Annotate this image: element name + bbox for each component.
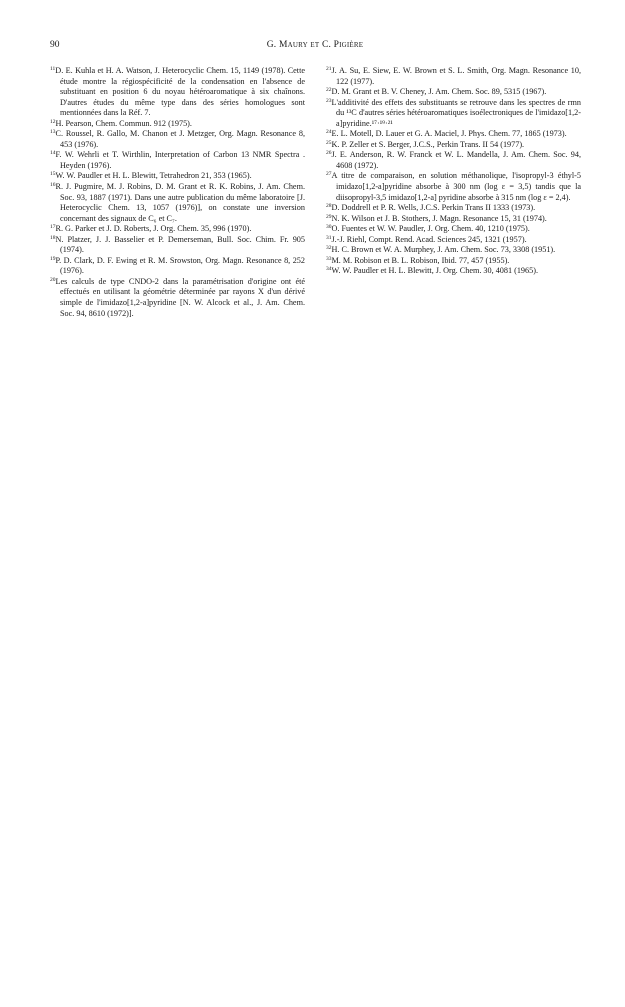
reference-text: J. E. Anderson, R. W. Franck et W. L. Mandella, J. Am. Chem. Soc. 94, 4608 (1972). [331, 150, 581, 170]
reference-text: H. C. Brown et W. A. Murphey, J. Am. Chem. Soc. 73, 3308 (1951). [331, 245, 556, 255]
reference-text: O. Fuentes et W. W. Paudler, J. Org. Chem. 40, 1210 (1975). [331, 224, 530, 234]
reference-item [50, 182, 305, 224]
reference-number: 20 [50, 276, 56, 283]
reference-number: 24 [326, 129, 332, 136]
reference-number: 14 [50, 150, 56, 157]
reference-text: L'additivité des effets des substituants se retrouve dans les spectres de rmn du ¹³C d'autres séries hétéroaromatiques isoélectroniques de l'imidazo[1,2-a]pyridine.¹⁷·¹⁹·²¹ [331, 97, 581, 128]
references-left-column [50, 66, 305, 319]
reference-text: R. G. Parker et J. D. Roberts, J. Org. Chem. 35, 996 (1970). [55, 224, 252, 234]
reference-item [326, 150, 581, 171]
reference-item [50, 224, 305, 235]
reference-text: C. Roussel, R. Gallo, M. Chanon et J. Metzger, Org. Magn. Resonance 8, 453 (1976). [55, 129, 305, 149]
reference-item [326, 171, 581, 203]
reference-item [50, 119, 305, 130]
reference-item [326, 235, 581, 246]
reference-item [50, 235, 305, 256]
reference-number: 13 [50, 129, 56, 136]
reference-item [326, 256, 581, 267]
reference-text: N. K. Wilson et J. B. Stothers, J. Magn. Resonance 15, 31 (1974). [331, 213, 547, 223]
reference-item [50, 277, 305, 319]
reference-number: 29 [326, 213, 332, 220]
reference-number: 33 [326, 255, 332, 262]
reference-text: M. M. Robison et B. L. Robison, Ibid. 77, 457 (1955). [331, 255, 510, 265]
reference-text: W. W. Paudler et H. L. Blewitt, Tetrahedron 21, 353 (1965). [55, 171, 252, 181]
reference-number: 11 [50, 66, 56, 72]
reference-number: 12 [50, 118, 56, 125]
reference-item [326, 203, 581, 214]
reference-text: J.-J. Riehl, Compt. Rend. Acad. Sciences 245, 1321 (1957). [331, 234, 527, 244]
reference-number: 22 [326, 87, 332, 94]
reference-number: 17 [50, 224, 56, 231]
reference-number: 31 [326, 234, 332, 241]
reference-number: 28 [326, 203, 332, 210]
reference-number: 16 [50, 182, 56, 189]
reference-item [50, 150, 305, 171]
reference-text: N. Platzer, J. J. Basselier et P. Demerseman, Bull. Soc. Chim. Fr. 905 (1974). [55, 234, 305, 255]
reference-text: F. W. Wehrli et T. Wirthlin, Interpretation of Carbon 13 NMR Spectra . Heyden (1976). [55, 150, 305, 170]
reference-number: 34 [326, 266, 332, 273]
reference-number: 23 [326, 97, 332, 104]
reference-text: K. P. Zeller et S. Berger, J.C.S., Perkin Trans. II 54 (1977). [331, 139, 525, 149]
reference-item [326, 129, 581, 140]
reference-text: D. M. Grant et B. V. Cheney, J. Am. Chem. Soc. 89, 5315 (1967). [331, 87, 547, 97]
reference-number: 19 [50, 255, 56, 262]
page-number: 90 [50, 40, 60, 50]
reference-item [50, 256, 305, 277]
reference-item [50, 171, 305, 182]
running-head: G. Maury et C. Pigière [266, 40, 364, 50]
reference-text: A titre de comparaison, en solution méthanolique, l'isopropyl-3 éthyl-5 imidazo[1,2-a]pyridine absorbe à 300 nm (log ε = 3,5) tandis que la diisopropyl-3,5 imidazo[1,2-a] pyridine absorbe à 315 nm (log ε = 2,4). [331, 171, 581, 202]
reference-item [50, 129, 305, 150]
reference-number: 30 [326, 224, 332, 231]
reference-item [326, 224, 581, 235]
reference-item [326, 98, 581, 130]
reference-item [326, 214, 581, 225]
reference-number: 26 [326, 150, 332, 157]
reference-text: P. D. Clark, D. F. Ewing et R. M. Srowston, Org. Magn. Resonance 8, 252 (1976). [55, 255, 305, 276]
reference-number: 18 [50, 234, 56, 241]
reference-number: 27 [326, 171, 332, 178]
reference-number: 21 [326, 66, 332, 72]
reference-text: R. J. Pugmire, M. J. Robins, D. M. Grant et R. K. Robins, J. Am. Chem. Soc. 93, 1887 (1971). Dans une autre publication du même laboratoire [J. Heterocyclic Chem. 13, 1057 (1976)], on constate une inversion concernant des signaux de C₆ et C₇. [55, 182, 305, 223]
reference-item [326, 87, 581, 98]
reference-text: D. E. Kuhla et H. A. Watson, J. Heterocyclic Chem. 15, 1149 (1978). Cette étude montre la régiospécificité de la condensation en l'absence de substituant en position 6 du noyau hétéroaromatique à six chaînons. D'autres études du même type dans des séries homologues sont mentionnées dans la Réf. 7. [55, 66, 305, 118]
reference-item [326, 66, 581, 87]
reference-item [326, 266, 581, 277]
reference-text: D. Doddrell et P. R. Wells, J.C.S. Perkin Trans II 1333 (1973). [331, 203, 536, 213]
reference-item [326, 245, 581, 256]
reference-text: J. A. Su, E. Siew, E. W. Brown et S. L. Smith, Org. Magn. Resonance 10, 122 (1977). [331, 66, 581, 86]
references-right-column [326, 66, 581, 277]
reference-text: E. L. Motell, D. Lauer et G. A. Maciel, J. Phys. Chem. 77, 1865 (1973). [331, 129, 567, 139]
reference-number: 32 [326, 245, 332, 252]
reference-number: 15 [50, 171, 56, 178]
reference-number: 25 [326, 139, 332, 146]
reference-text: H. Pearson, Chem. Commun. 912 (1975). [55, 118, 192, 128]
reference-item [50, 66, 305, 119]
reference-text: Les calculs de type CNDO-2 dans la paramétrisation d'origine ont été effectués en utilisant la géométrie déterminée par rayons X d'un dérivé simple de l'imidazo[1,2-a]pyridine [N. W. Alcock et al., J. Am. Chem. Soc. 94, 8610 (1972)]. [55, 276, 305, 318]
page-header [50, 40, 580, 54]
reference-item [326, 140, 581, 151]
reference-text: W. W. Paudler et H. L. Blewitt, J. Org. Chem. 30, 4081 (1965). [331, 266, 538, 276]
